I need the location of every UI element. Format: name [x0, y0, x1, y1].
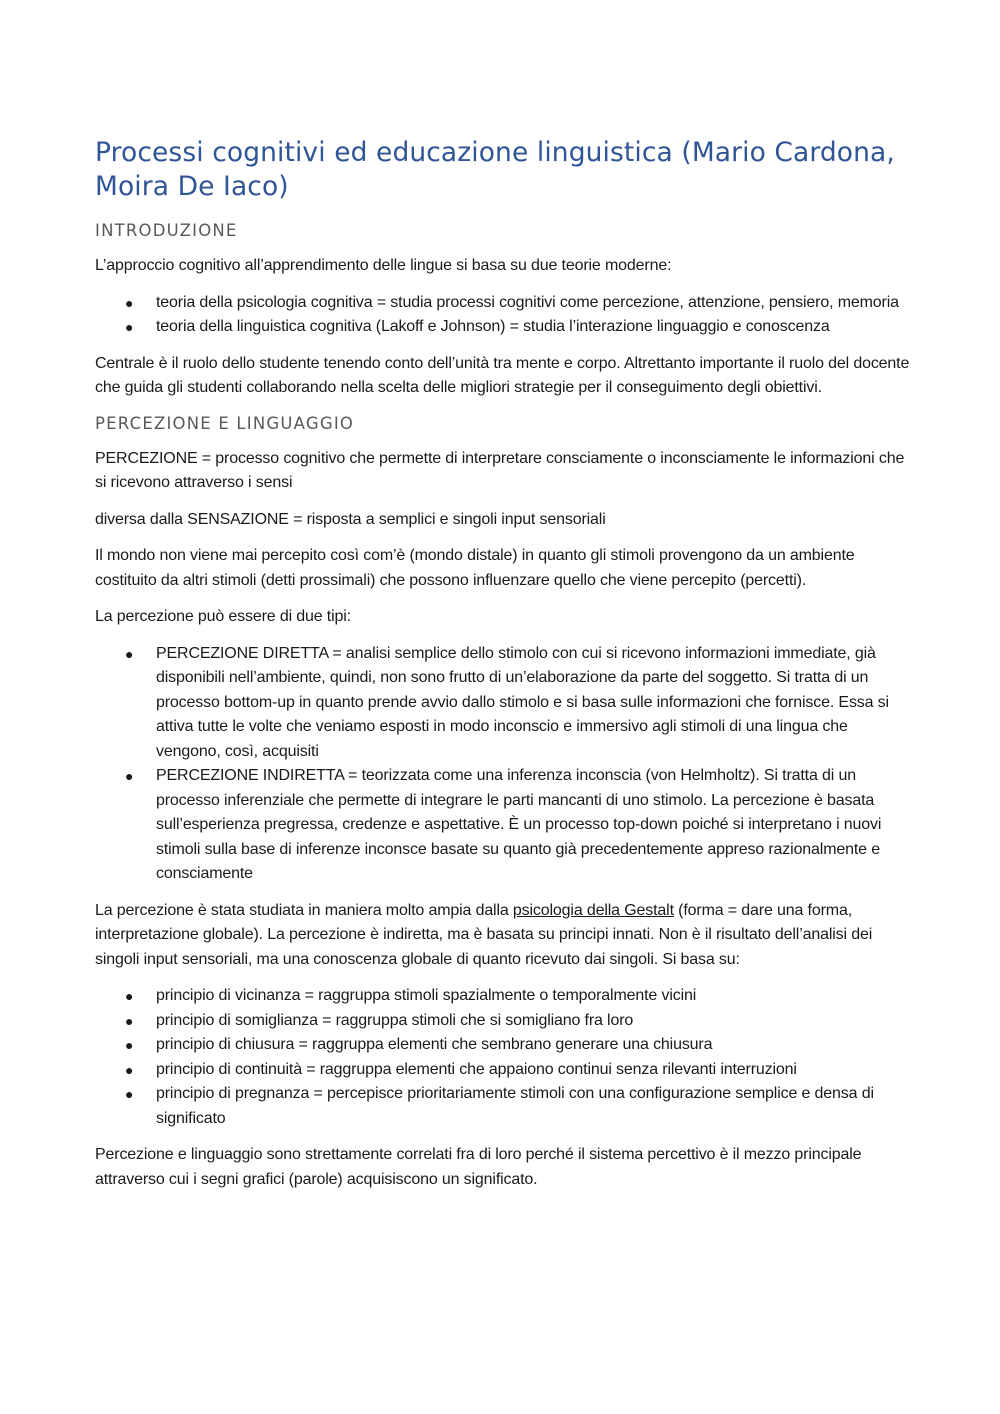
bullet-icon: ●	[125, 294, 134, 311]
perception-paragraph-4: La percezione può essere di due tipi:	[95, 608, 351, 625]
intro-paragraph-1: L’approccio cognitivo all’apprendimento delle lingue si basa su due teorie moderne:	[95, 257, 672, 274]
bullet-icon: ●	[125, 1037, 134, 1053]
intro-theory-list	[95, 291, 910, 340]
list-item-text: principio di chiusura = raggruppa elementi che sembrano generare una chiusura	[156, 1036, 713, 1053]
list-item-text: teoria della psicologia cognitiva = studia processi cognitivi come percezione, attenzione, pensiero, memoria	[156, 293, 899, 311]
list-item-text: principio di somiglianza = raggruppa stimoli che si somigliano fra loro	[156, 1011, 634, 1029]
section-heading-introduzione: INTRODUZIONE	[95, 221, 238, 240]
perception-paragraph-3: Il mondo non viene mai percepito così com’è (mondo distale) in quanto gli stimoli provengono da un ambiente costituito da altri stimoli (detti prossimali) che possono influenzare quello che viene percepito (percetti).	[95, 547, 855, 589]
gestalt-text-before: La percezione è stata studiata in maniera molto ampia dalla	[95, 901, 513, 919]
document-title: Processi cognitivi ed educazione linguistica (Mario Cardona, Moira De Iaco)	[95, 137, 895, 202]
bullet-icon: ●	[125, 645, 134, 662]
list-item	[95, 1033, 910, 1058]
perception-conclusion: Percezione e linguaggio sono strettamente correlati fra di loro perché il sistema percettivo è il mezzo principale attraverso cui i segni grafici (parole) acquisiscono un significato.	[95, 1146, 862, 1188]
bullet-icon: ●	[125, 1086, 134, 1102]
list-item-text: PERCEZIONE DIRETTA = analisi semplice dello stimolo con cui si ricevono informazioni immediate, già disponibili nell’ambiente, quindi, non sono frutto di un’elaborazione da parte del soggetto. Si tratta di un processo bottom-up in quanto prende avvio dallo stimolo e si basa sulle informazioni che fornisce. Essa si attiva tutte le volte che veniamo esposti in modo inconscio e immersivo agli stimoli di una lingua che vengono, così, acquisiti	[156, 644, 889, 760]
list-item	[95, 1082, 910, 1131]
bullet-icon: ●	[125, 768, 134, 784]
list-item	[95, 291, 910, 316]
list-item	[95, 642, 910, 765]
list-item	[95, 764, 910, 887]
gestalt-link[interactable]: psicologia della Gestalt	[512, 901, 674, 919]
section-heading-percezione: PERCEZIONE E LINGUAGGIO	[95, 413, 355, 433]
bullet-icon: ●	[125, 988, 134, 1004]
intro-paragraph-2: Centrale è il ruolo dello studente tenendo conto dell’unità tra mente e corpo. Altrettanto importante il ruolo del docente che guida gli studenti collaborando nella scelta delle migliori strategie per il conseguimento degli obiettivi.	[95, 354, 910, 396]
list-item	[95, 1058, 910, 1083]
sensation-definition: diversa dalla SENSAZIONE = risposta a semplici e singoli input sensoriali	[95, 510, 606, 528]
gestalt-paragraph	[95, 899, 910, 973]
list-item-text: principio di pregnanza = percepisce prioritariamente stimoli con una configurazione semplice e densa di significato	[156, 1085, 874, 1127]
document-page	[95, 136, 910, 1204]
perception-types-list	[95, 642, 910, 887]
list-item-text: PERCEZIONE INDIRETTA = teorizzata come una inferenza inconscia (von Helmholtz). Si tratta di un processo inferenziale che permette di integrare le parti mancanti di uno stimolo. La percezione è basata sull’esperienza pregressa, credenze e aspettative. È un processo top-down poiché si interpretano i nuovi stimoli sulla base di inferenze inconsce basate su quanto già precedentemente appreso razionalmente e consciamente	[156, 767, 882, 882]
gestalt-text-after: (forma = dare una forma, interpretazione globale). La percezione è indiretta, ma è basata su principi innati. Non è il risultato dell’analisi dei singoli input sensoriali, ma una conoscenza globale di quanto ricevuto dai singoli. Si basa su:	[95, 901, 873, 968]
list-item-text: principio di continuità = raggruppa elementi che appaiono continui senza rilevanti interruzioni	[156, 1060, 797, 1078]
bullet-icon: ●	[125, 1012, 134, 1029]
list-item	[95, 984, 910, 1009]
list-item-text: principio di vicinanza = raggruppa stimoli spazialmente o temporalmente vicini	[156, 987, 697, 1004]
bullet-icon: ●	[125, 1061, 134, 1078]
list-item-text: teoria della linguistica cognitiva (Lakoff e Johnson) = studia l’interazione linguaggio e conoscenza	[156, 318, 830, 335]
list-item	[95, 315, 910, 340]
bullet-icon: ●	[125, 319, 134, 335]
gestalt-principles-list	[95, 984, 910, 1131]
perception-definition: PERCEZIONE = processo cognitivo che permette di interpretare consciamente o inconsciamente le informazioni che si ricevono attraverso i sensi	[95, 449, 905, 491]
list-item	[95, 1009, 910, 1034]
